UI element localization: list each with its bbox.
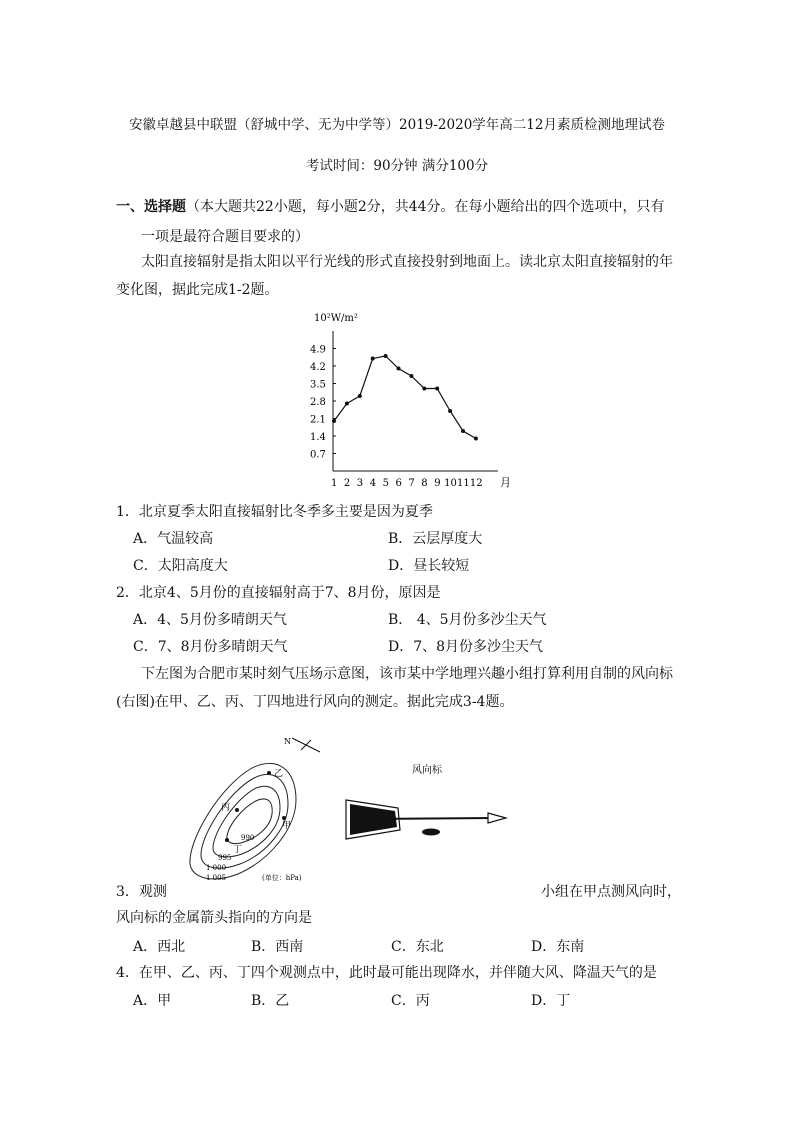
vane-arrow-head-icon: [488, 813, 506, 823]
q4-option-b[interactable]: B．乙: [251, 993, 290, 1009]
section-desc-1: （本大题共22小题，每小题2分，共44分。在每小题给出的四个选项中，只有: [186, 199, 665, 215]
q2-option-a[interactable]: A．4、5月份多晴朗天气: [133, 612, 287, 628]
y-tick-label: 4.2: [310, 362, 326, 373]
data-point: [371, 357, 375, 361]
exam-title: 安徽卓越县中联盟（舒城中学、无为中学等）2019-2020学年高二12月素质检测地理试卷: [129, 117, 665, 133]
y-tick-label: 3.5: [310, 379, 326, 391]
intro2-line2: (右图)在甲、乙、丙、丁四地进行风向的测定。据此完成3-4题。: [116, 694, 514, 710]
data-point: [384, 354, 388, 358]
wind-vane-figure: [340, 755, 520, 845]
data-point: [358, 394, 362, 398]
x-tick-label: 10: [444, 478, 457, 489]
label-ding: 丁: [233, 845, 243, 855]
radiation-chart: [300, 305, 530, 495]
q3-stem-right: 小组在甲点测风向时，: [541, 884, 681, 900]
q3-stem-line2: 风向标的金属箭头指向的方向是: [116, 910, 312, 926]
q3-option-d[interactable]: D．东南: [531, 939, 585, 955]
vane-pivot: [422, 829, 440, 836]
label-yi: 乙: [274, 769, 284, 779]
label-bing: 丙: [221, 803, 231, 813]
x-tick-label: 4: [369, 478, 377, 489]
q3-option-b[interactable]: B．西南: [251, 939, 304, 955]
isobar-label-990: 990: [241, 834, 255, 842]
chart-x-label: 月: [500, 476, 511, 489]
q4-option-a[interactable]: A．甲: [133, 993, 172, 1009]
y-tick-label: 0.7: [310, 449, 326, 461]
x-tick-label: 2: [343, 478, 351, 489]
q3-stem-left: 3．观测: [116, 884, 167, 900]
section-title: 一、选择题: [116, 199, 186, 215]
q2-option-b[interactable]: B． 4、5月份多沙尘天气: [388, 612, 547, 628]
intro1-line2: 变化图，据此完成1-2题。: [116, 282, 279, 298]
data-point: [474, 437, 478, 441]
x-tick-label: 7: [408, 478, 415, 489]
data-point: [461, 429, 465, 433]
point-jia: [282, 816, 286, 820]
y-tick-label: 4.9: [310, 344, 326, 356]
unit-label: (单位：hPa): [262, 874, 302, 882]
data-point: [435, 387, 439, 391]
isobar-1005: [190, 763, 296, 879]
intro2-line1: 下左图为合肥市某时刻气压场示意图，该市某中学地理兴趣小组打算利用自制的风向标: [141, 666, 673, 682]
north-label: N: [284, 737, 291, 746]
x-tick-label: 6: [395, 478, 402, 489]
x-tick-label: 12: [469, 478, 483, 489]
y-tick-label: 2.8: [310, 397, 326, 408]
chart-y-label: 10²W/m²: [314, 313, 358, 324]
data-point: [422, 387, 426, 391]
data-point: [409, 374, 413, 378]
data-point: [397, 367, 401, 371]
section-heading-line: [116, 197, 665, 217]
x-tick-label: 1: [331, 478, 338, 489]
q2-stem: 2．北京4、5月份的直接辐射高于7、8月份，原因是: [116, 585, 441, 601]
isobar-1000: [201, 774, 288, 868]
y-tick-label: 1.4: [310, 432, 326, 443]
x-tick-label: 9: [434, 478, 441, 489]
point-yi: [267, 771, 271, 775]
isobar-map: [180, 728, 340, 886]
q1-option-b[interactable]: B．云层厚度大: [388, 531, 483, 547]
q3-option-c[interactable]: C．东北: [391, 939, 444, 955]
q4-option-c[interactable]: C．丙: [391, 993, 430, 1009]
isobar-label-995: 995: [218, 854, 232, 862]
x-tick-label: 8: [421, 478, 428, 489]
section-desc-2: 一项是最符合题目要求的）: [141, 229, 309, 245]
isobar-label-1005: 1 005: [206, 874, 227, 882]
exam-info: 考试时间：90分钟 满分100分: [305, 158, 489, 174]
q4-stem: 4．在甲、乙、丙、丁四个观测点中，此时最可能出现降水，并伴随大风、降温天气的是: [116, 965, 657, 981]
y-tick-label: 2.1: [310, 414, 326, 426]
q1-option-d[interactable]: D．昼长较短: [388, 558, 470, 574]
x-tick-label: 3: [356, 478, 364, 489]
q4-option-d[interactable]: D．丁: [531, 993, 571, 1009]
point-ding: [225, 838, 229, 842]
x-tick-label: 11: [457, 478, 470, 489]
isobar-label-1000: 1 000: [206, 864, 227, 872]
q3-option-a[interactable]: A．西北: [133, 939, 186, 955]
intro1-line1: 太阳直接辐射是指太阳以平行光线的形式直接投射到地面上。读北京太阳直接辐射的年: [141, 254, 673, 270]
label-jia: 甲: [282, 821, 292, 831]
vane-shaft: [362, 818, 495, 819]
q1-stem: 1．北京夏季太阳直接辐射比冬季多主要是因为夏季: [116, 504, 433, 520]
point-bing: [235, 808, 239, 812]
q2-option-c[interactable]: C．7、8月份多晴朗天气: [133, 639, 288, 655]
q1-option-c[interactable]: C．太阳高度大: [133, 558, 228, 574]
q2-option-d[interactable]: D．7、8月份多沙尘天气: [388, 639, 544, 655]
data-point: [345, 402, 349, 406]
q1-option-a[interactable]: A．气温较高: [133, 531, 214, 547]
x-tick-label: 5: [382, 478, 389, 489]
vane-caption: 风向标: [412, 765, 442, 776]
data-point: [332, 419, 336, 423]
data-point: [448, 409, 452, 413]
series-line: [334, 356, 476, 439]
